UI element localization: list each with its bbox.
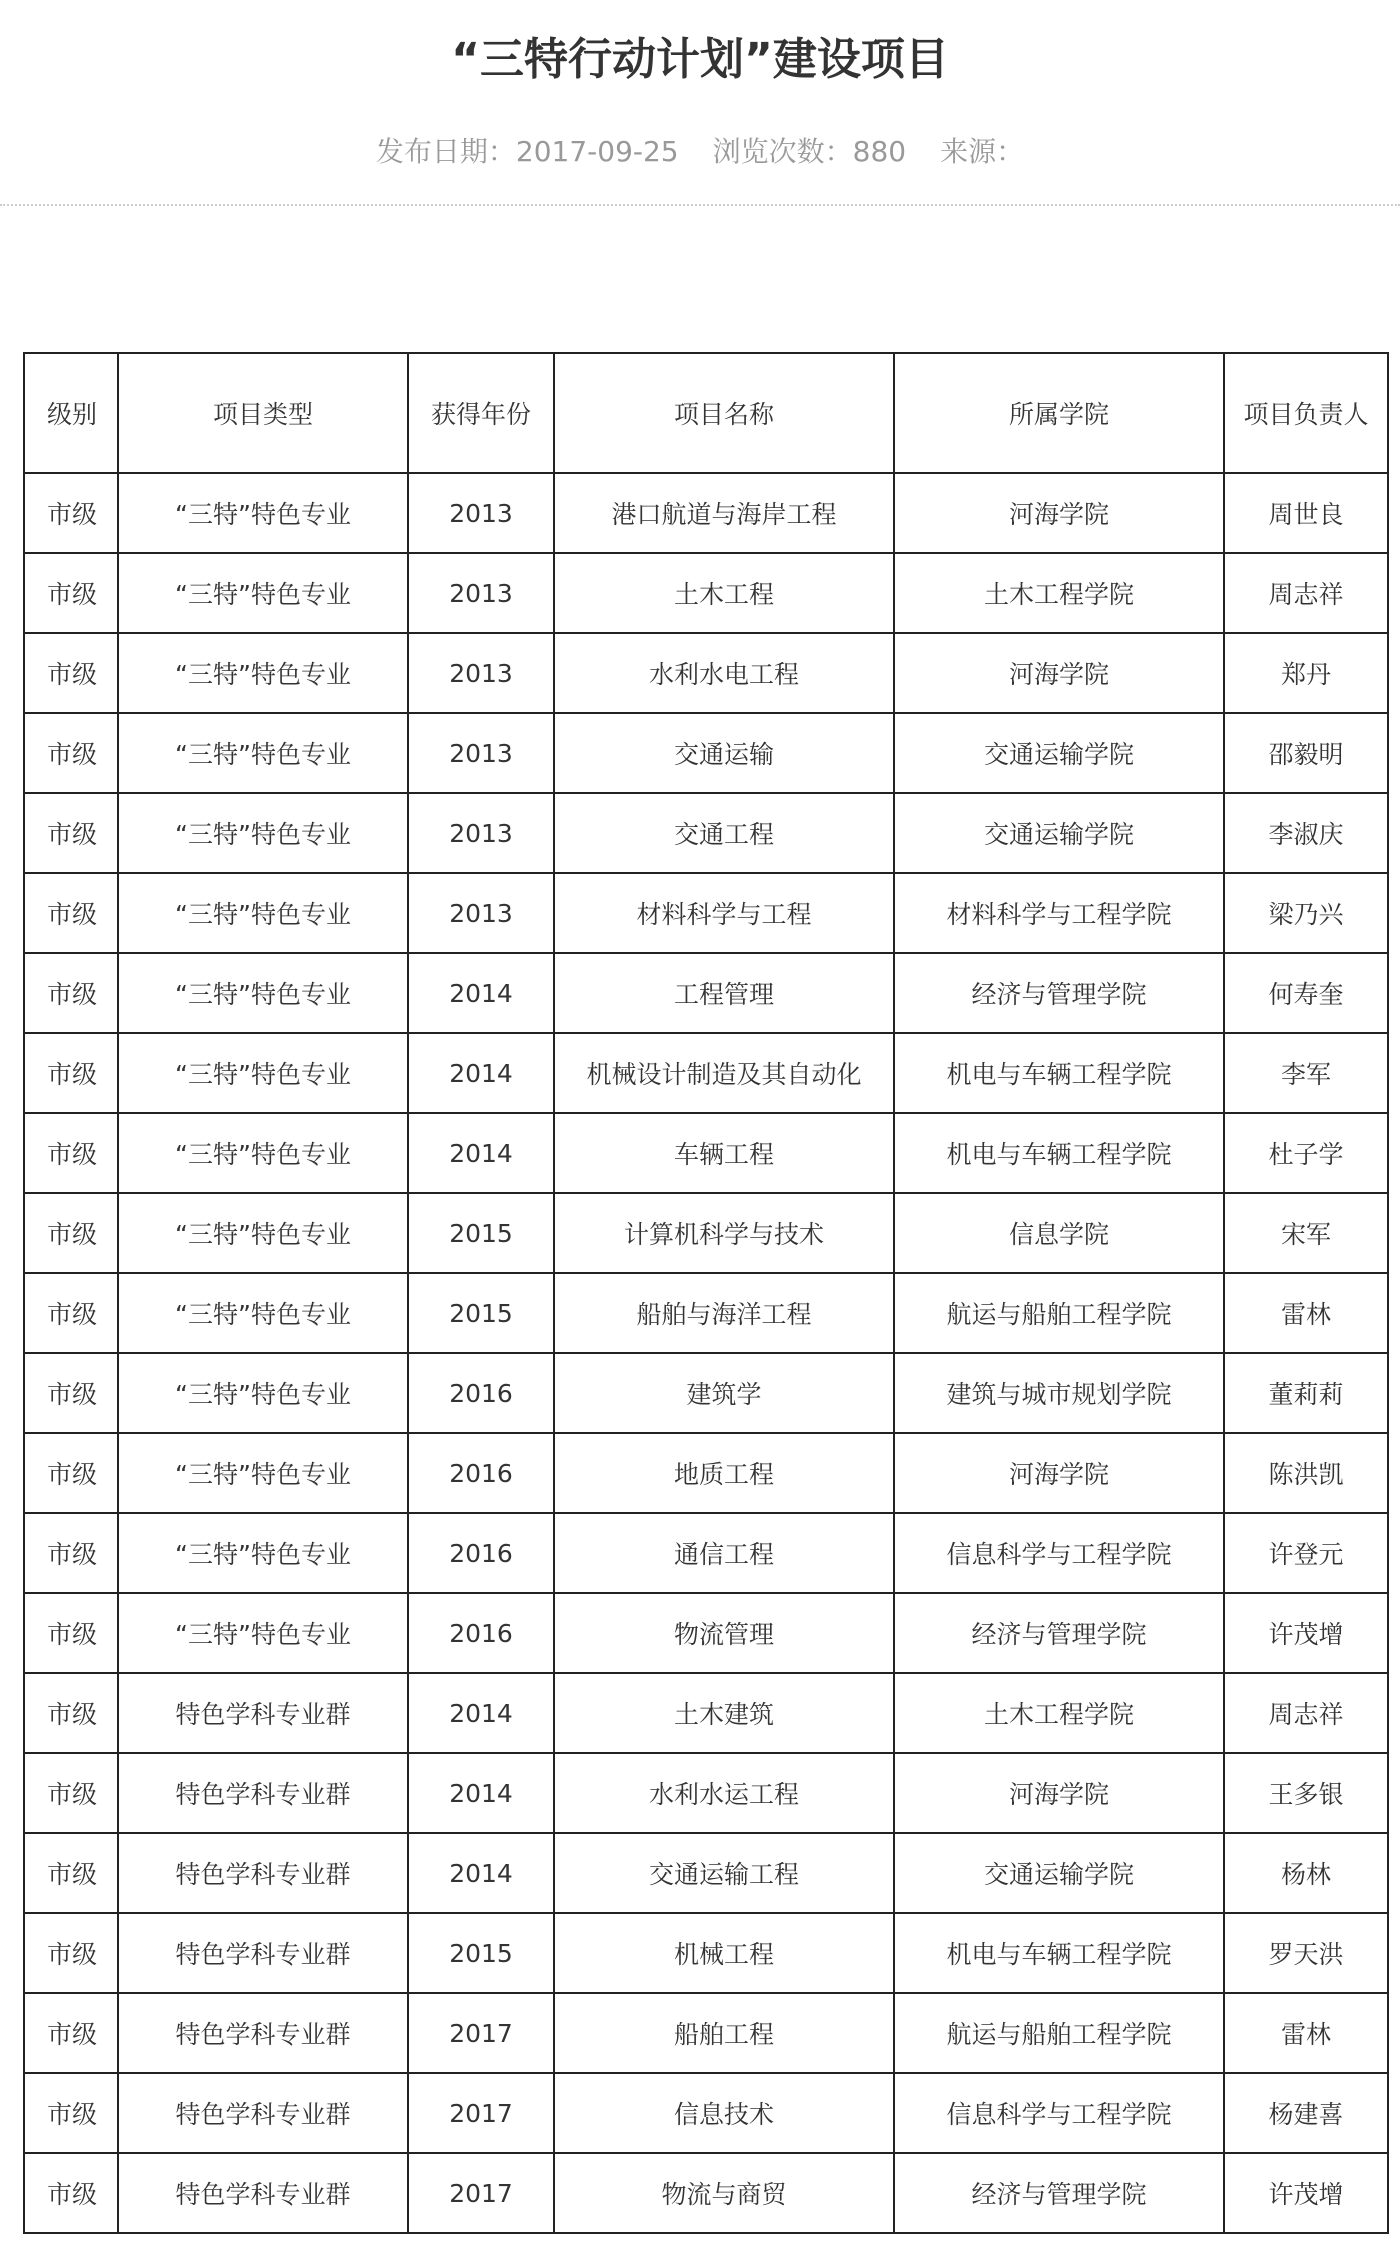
- cell-leader: 周志祥: [1224, 1673, 1388, 1753]
- cell-level: 市级: [24, 1273, 118, 1353]
- cell-project-name: 水利水电工程: [554, 633, 894, 713]
- table-row: [24, 1593, 1388, 1673]
- cell-level: 市级: [24, 1513, 118, 1593]
- header-year: 获得年份: [408, 353, 554, 473]
- cell-college: 经济与管理学院: [894, 1593, 1224, 1673]
- page-title: “三特行动计划”建设项目: [451, 34, 949, 85]
- header-leader: 项目负责人: [1224, 353, 1388, 473]
- cell-year: 2014: [408, 1753, 554, 1833]
- cell-project-type: “三特”特色专业: [118, 873, 408, 953]
- cell-project-type: “三特”特色专业: [118, 713, 408, 793]
- cell-project-name: 物流管理: [554, 1593, 894, 1673]
- table-row: [24, 633, 1388, 713]
- cell-leader: 杜子学: [1224, 1113, 1388, 1193]
- cell-leader: 许茂增: [1224, 1593, 1388, 1673]
- table-row: [24, 1913, 1388, 1993]
- cell-project-name: 信息技术: [554, 2073, 894, 2153]
- cell-college: 信息学院: [894, 1193, 1224, 1273]
- cell-leader: 王多银: [1224, 1753, 1388, 1833]
- cell-year: 2014: [408, 1033, 554, 1113]
- cell-project-name: 通信工程: [554, 1513, 894, 1593]
- views-label: 浏览次数：: [712, 135, 853, 168]
- cell-leader: 雷林: [1224, 1273, 1388, 1353]
- cell-leader: 何寿奎: [1224, 953, 1388, 1033]
- cell-leader: 许登元: [1224, 1513, 1388, 1593]
- cell-college: 河海学院: [894, 1433, 1224, 1513]
- cell-level: 市级: [24, 633, 118, 713]
- table-row: [24, 1673, 1388, 1753]
- cell-level: 市级: [24, 1033, 118, 1113]
- cell-project-name: 工程管理: [554, 953, 894, 1033]
- cell-level: 市级: [24, 2153, 118, 2233]
- cell-leader: 陈洪凯: [1224, 1433, 1388, 1513]
- cell-year: 2013: [408, 793, 554, 873]
- cell-level: 市级: [24, 1193, 118, 1273]
- cell-project-name: 水利水运工程: [554, 1753, 894, 1833]
- cell-project-type: “三特”特色专业: [118, 1353, 408, 1433]
- table-body: [24, 473, 1388, 2233]
- cell-project-name: 土木建筑: [554, 1673, 894, 1753]
- cell-project-name: 交通运输工程: [554, 1833, 894, 1913]
- cell-year: 2015: [408, 1193, 554, 1273]
- table-row: [24, 1833, 1388, 1913]
- cell-level: 市级: [24, 1993, 118, 2073]
- cell-project-name: 计算机科学与技术: [554, 1193, 894, 1273]
- table-row: [24, 1993, 1388, 2073]
- table-header-row: [24, 353, 1388, 473]
- cell-level: 市级: [24, 1833, 118, 1913]
- cell-college: 材料科学与工程学院: [894, 873, 1224, 953]
- table-row: [24, 793, 1388, 873]
- cell-year: 2014: [408, 1673, 554, 1753]
- cell-college: 河海学院: [894, 633, 1224, 713]
- cell-year: 2014: [408, 1113, 554, 1193]
- table-row: [24, 1513, 1388, 1593]
- cell-level: 市级: [24, 1913, 118, 1993]
- table-row: [24, 2073, 1388, 2153]
- cell-college: 信息科学与工程学院: [894, 2073, 1224, 2153]
- table-row: [24, 2153, 1388, 2233]
- cell-project-name: 交通工程: [554, 793, 894, 873]
- table-row: [24, 553, 1388, 633]
- cell-college: 经济与管理学院: [894, 953, 1224, 1033]
- cell-project-type: “三特”特色专业: [118, 1113, 408, 1193]
- cell-project-name: 材料科学与工程: [554, 873, 894, 953]
- cell-level: 市级: [24, 473, 118, 553]
- cell-college: 机电与车辆工程学院: [894, 1113, 1224, 1193]
- cell-college: 航运与船舶工程学院: [894, 1273, 1224, 1353]
- cell-leader: 杨林: [1224, 1833, 1388, 1913]
- cell-year: 2016: [408, 1433, 554, 1513]
- cell-project-type: “三特”特色专业: [118, 553, 408, 633]
- cell-project-name: 土木工程: [554, 553, 894, 633]
- dotted-divider: [0, 204, 1400, 206]
- table-row: [24, 953, 1388, 1033]
- cell-level: 市级: [24, 553, 118, 633]
- publish-date: 2017-09-25: [515, 135, 679, 168]
- cell-year: 2017: [408, 2153, 554, 2233]
- cell-year: 2016: [408, 1353, 554, 1433]
- cell-college: 交通运输学院: [894, 713, 1224, 793]
- cell-leader: 雷林: [1224, 1993, 1388, 2073]
- header-project-type: 项目类型: [118, 353, 408, 473]
- cell-project-name: 交通运输: [554, 713, 894, 793]
- project-table-wrapper: [23, 352, 1387, 2234]
- table-row: [24, 873, 1388, 953]
- cell-level: 市级: [24, 2073, 118, 2153]
- cell-college: 信息科学与工程学院: [894, 1513, 1224, 1593]
- table-row: [24, 1113, 1388, 1193]
- cell-college: 河海学院: [894, 1753, 1224, 1833]
- table-row: [24, 1193, 1388, 1273]
- table-row: [24, 1353, 1388, 1433]
- cell-leader: 邵毅明: [1224, 713, 1388, 793]
- cell-level: 市级: [24, 953, 118, 1033]
- cell-leader: 杨建喜: [1224, 2073, 1388, 2153]
- cell-year: 2015: [408, 1273, 554, 1353]
- views-count: 880: [852, 135, 907, 168]
- cell-college: 经济与管理学院: [894, 2153, 1224, 2233]
- cell-leader: 梁乃兴: [1224, 873, 1388, 953]
- project-table: [23, 352, 1389, 2234]
- cell-leader: 许茂增: [1224, 2153, 1388, 2233]
- cell-year: 2013: [408, 713, 554, 793]
- cell-year: 2016: [408, 1513, 554, 1593]
- cell-project-type: 特色学科专业群: [118, 2153, 408, 2233]
- table-row: [24, 1033, 1388, 1113]
- source-label: 来源：: [940, 135, 1025, 168]
- cell-year: 2017: [408, 1993, 554, 2073]
- cell-project-type: “三特”特色专业: [118, 1273, 408, 1353]
- cell-project-type: 特色学科专业群: [118, 1753, 408, 1833]
- cell-level: 市级: [24, 1593, 118, 1673]
- cell-level: 市级: [24, 1113, 118, 1193]
- cell-project-type: “三特”特色专业: [118, 1513, 408, 1593]
- cell-project-type: 特色学科专业群: [118, 1993, 408, 2073]
- cell-level: 市级: [24, 1753, 118, 1833]
- cell-project-type: “三特”特色专业: [118, 953, 408, 1033]
- cell-year: 2016: [408, 1593, 554, 1673]
- cell-college: 河海学院: [894, 473, 1224, 553]
- cell-level: 市级: [24, 1673, 118, 1753]
- cell-leader: 李军: [1224, 1033, 1388, 1113]
- cell-project-type: 特色学科专业群: [118, 1913, 408, 1993]
- article-meta: [0, 132, 1400, 172]
- cell-project-type: “三特”特色专业: [118, 1033, 408, 1113]
- cell-leader: 李淑庆: [1224, 793, 1388, 873]
- cell-project-name: 机械工程: [554, 1913, 894, 1993]
- cell-leader: 宋军: [1224, 1193, 1388, 1273]
- cell-leader: 董莉莉: [1224, 1353, 1388, 1433]
- cell-college: 机电与车辆工程学院: [894, 1033, 1224, 1113]
- cell-project-type: 特色学科专业群: [118, 1833, 408, 1913]
- cell-year: 2013: [408, 473, 554, 553]
- publish-date-label: 发布日期：: [375, 135, 516, 168]
- cell-leader: 罗天洪: [1224, 1913, 1388, 1993]
- table-row: [24, 473, 1388, 553]
- cell-year: 2014: [408, 953, 554, 1033]
- cell-year: 2015: [408, 1913, 554, 1993]
- cell-level: 市级: [24, 793, 118, 873]
- cell-college: 交通运输学院: [894, 1833, 1224, 1913]
- cell-project-name: 船舶与海洋工程: [554, 1273, 894, 1353]
- cell-project-type: “三特”特色专业: [118, 1433, 408, 1513]
- cell-project-name: 地质工程: [554, 1433, 894, 1513]
- table-row: [24, 1273, 1388, 1353]
- cell-leader: 周世良: [1224, 473, 1388, 553]
- header-level: 级别: [24, 353, 118, 473]
- cell-project-type: “三特”特色专业: [118, 1193, 408, 1273]
- cell-project-type: “三特”特色专业: [118, 1593, 408, 1673]
- cell-year: 2017: [408, 2073, 554, 2153]
- cell-college: 土木工程学院: [894, 553, 1224, 633]
- cell-project-type: 特色学科专业群: [118, 2073, 408, 2153]
- cell-level: 市级: [24, 1353, 118, 1433]
- cell-level: 市级: [24, 1433, 118, 1513]
- cell-college: 建筑与城市规划学院: [894, 1353, 1224, 1433]
- cell-project-type: 特色学科专业群: [118, 1673, 408, 1753]
- cell-year: 2013: [408, 633, 554, 713]
- article-header: [0, 0, 1400, 206]
- cell-project-name: 机械设计制造及其自动化: [554, 1033, 894, 1113]
- header-college: 所属学院: [894, 353, 1224, 473]
- header-project-name: 项目名称: [554, 353, 894, 473]
- cell-project-name: 船舶工程: [554, 1993, 894, 2073]
- cell-level: 市级: [24, 873, 118, 953]
- table-row: [24, 1753, 1388, 1833]
- cell-project-name: 建筑学: [554, 1353, 894, 1433]
- cell-leader: 郑丹: [1224, 633, 1388, 713]
- cell-college: 航运与船舶工程学院: [894, 1993, 1224, 2073]
- cell-project-type: “三特”特色专业: [118, 633, 408, 713]
- cell-year: 2013: [408, 553, 554, 633]
- cell-year: 2014: [408, 1833, 554, 1913]
- cell-project-type: “三特”特色专业: [118, 793, 408, 873]
- cell-project-type: “三特”特色专业: [118, 473, 408, 553]
- cell-level: 市级: [24, 713, 118, 793]
- table-row: [24, 1433, 1388, 1513]
- cell-college: 土木工程学院: [894, 1673, 1224, 1753]
- cell-college: 交通运输学院: [894, 793, 1224, 873]
- cell-project-name: 车辆工程: [554, 1113, 894, 1193]
- cell-year: 2013: [408, 873, 554, 953]
- table-row: [24, 713, 1388, 793]
- cell-project-name: 港口航道与海岸工程: [554, 473, 894, 553]
- cell-college: 机电与车辆工程学院: [894, 1913, 1224, 1993]
- cell-project-name: 物流与商贸: [554, 2153, 894, 2233]
- cell-leader: 周志祥: [1224, 553, 1388, 633]
